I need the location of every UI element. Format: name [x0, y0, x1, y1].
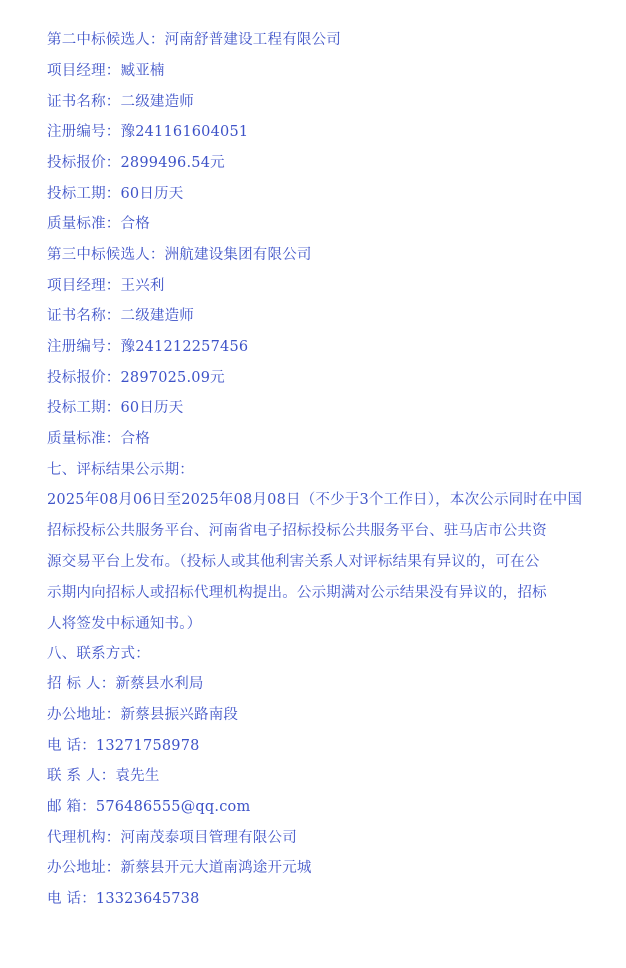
third-candidate-cert-name: 证书名称：二级建造师: [47, 308, 194, 324]
third-candidate-manager: 项目经理：王兴利: [47, 278, 165, 294]
second-candidate-quality: 质量标准：合格: [47, 216, 150, 232]
contact-email: 邮 箱：576486555@qq.com: [47, 799, 251, 815]
contact-agency: 代理机构：河南茂泰项目管理有限公司: [47, 830, 297, 846]
section7-paragraph: [47, 485, 595, 640]
second-candidate-cert-name: 证书名称：二级建造师: [47, 94, 194, 110]
second-candidate-bid-price: 投标报价：2899496.54元: [47, 155, 225, 171]
third-candidate-bid-price: 投标报价：2897025.09元: [47, 370, 225, 386]
third-candidate-title: 第三中标候选人：洲航建设集团有限公司: [47, 247, 312, 263]
contact-tenderer: 招 标 人：新蔡县水利局: [47, 676, 204, 692]
second-candidate-duration: 投标工期：60日历天: [47, 186, 184, 202]
section7-line-3: 源交易平台上发布。（投标人或其他利害关系人对评标结果有异议的，可在公: [47, 554, 540, 570]
section7-line-2: 招标投标公共服务平台、河南省电子招标投标公共服务平台、驻马店市公共资: [47, 523, 547, 539]
contact-phone: 电 话：13271758978: [47, 738, 200, 754]
third-candidate-duration: 投标工期：60日历天: [47, 400, 184, 416]
section7-heading: 七、评标结果公示期：: [47, 462, 194, 478]
contact-office-address: 办公地址：新蔡县振兴路南段: [47, 707, 239, 723]
section7-line-4: 示期内向招标人或招标代理机构提出。公示期满对公示结果没有异议的，招标: [47, 585, 547, 601]
second-candidate-title: 第二中标候选人：河南舒普建设工程有限公司: [47, 32, 341, 48]
section7-line-1: 2025年08月06日至2025年08月08日（不少于3个工作日），本次公示同时在中国: [47, 492, 583, 508]
contact-agency-address: 办公地址：新蔡县开元大道南鸿途开元城: [47, 860, 312, 876]
second-candidate-manager: 项目经理：臧亚楠: [47, 63, 165, 79]
contact-person: 联 系 人：袁先生: [47, 768, 160, 784]
second-candidate-reg-no: 注册编号：豫241161604051: [47, 124, 249, 140]
contact-agency-phone: 电 话：13323645738: [47, 891, 200, 907]
section7-line-5: 人将签发中标通知书。）: [47, 616, 202, 632]
third-candidate-reg-no: 注册编号：豫241212257456: [47, 339, 249, 355]
third-candidate-quality: 质量标准：合格: [47, 431, 150, 447]
section8-heading: 八、联系方式：: [47, 646, 150, 662]
